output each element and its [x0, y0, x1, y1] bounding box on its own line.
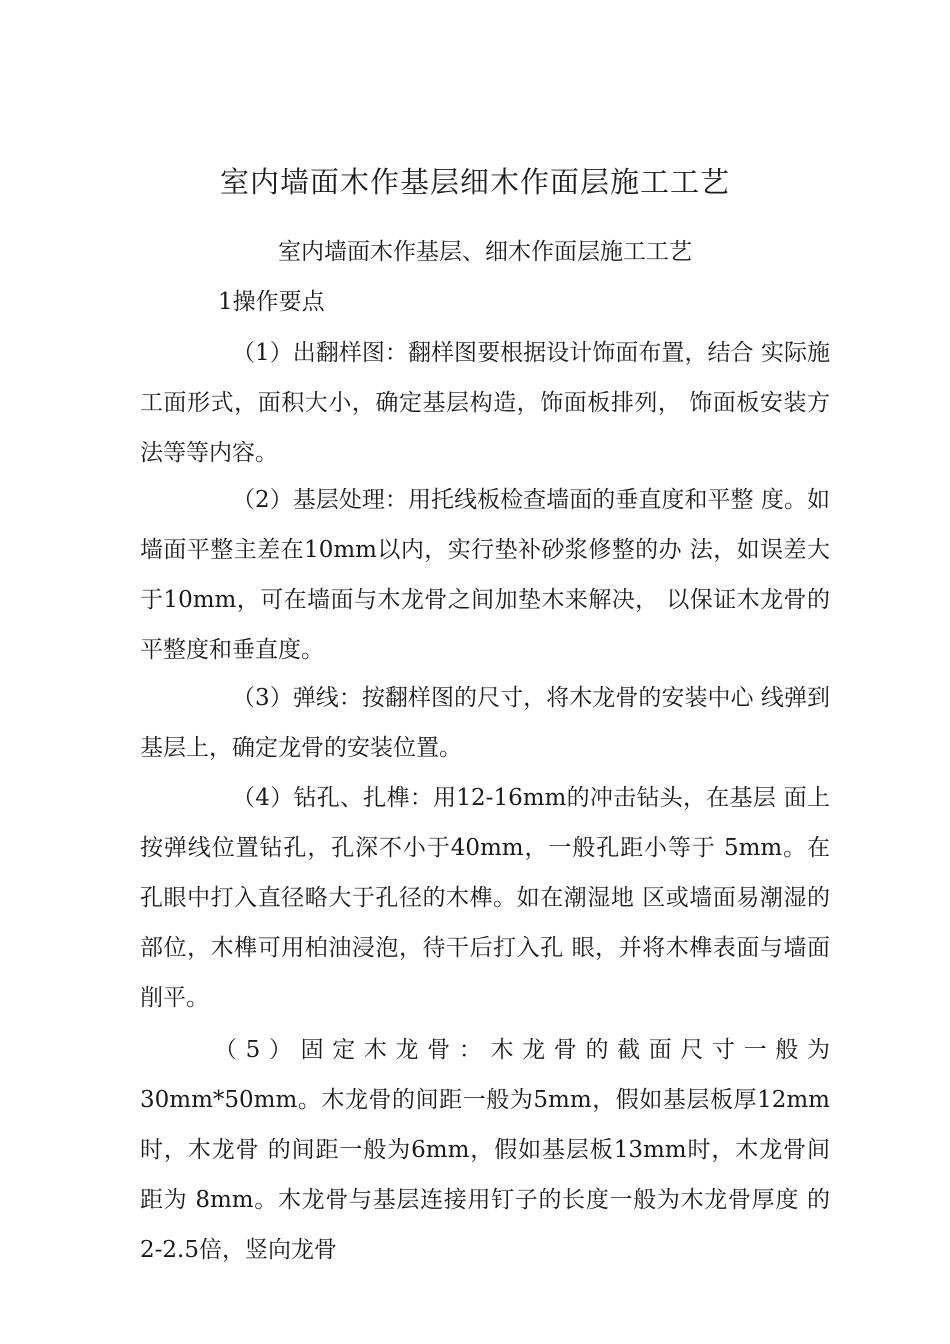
paragraph-drilling-plugs: （4）钻孔、扎榫：用12-16mm的冲击钻头，在基层 面上按弹线位置钻孔，孔深不小于40mm，一般孔距小等于 5mm。在孔眼中打入直径略大于孔径的木榫。如在潮湿地 区或墙面易潮湿的部位，木榫可用柏油浸泡，待干后打入孔 眼，并将木榫表面与墙面削平。	[140, 785, 830, 1011]
paragraph-base-treatment: （2）基层处理：用托线板检查墙面的垂直度和平整 度。如墙面平整主差在10mm以内，实行垫补砂浆修整的办 法，如误差大于10mm，可在墙面与木龙骨之间加垫木来解决， 以保证木龙骨的平整度和垂直度。	[140, 487, 830, 663]
section-heading: 1操作要点	[218, 289, 325, 315]
paragraph-layout-drawing: （1）出翻样图：翻样图要根据设计饰面布置，结合 实际施工面形式，面积大小，确定基层构造，饰面板排列， 饰面板安装方法等等内容。	[140, 340, 830, 466]
page-title: 室内墙面木作基层细木作面层施工工艺	[219, 165, 730, 199]
paragraph-line-marking: （3）弹线：按翻样图的尺寸，将木龙骨的安装中心 线弹到基层上，确定龙骨的安装位置。	[140, 685, 830, 761]
paragraph-fix-keels: （5）固定木龙骨：木龙骨的截面尺寸一般为30mm*50mm。木龙骨的间距一般为5mm，假如基层板厚12mm时，木龙骨 的间距一般为6mm，假如基层板13mm时，木龙骨间距为 8mm。木龙骨与基层连接用钉子的长度一般为木龙骨厚度 的2-2.5倍，竖向龙骨	[140, 1037, 830, 1263]
document-subtitle: 室内墙面木作基层、细木作面层施工工艺	[278, 239, 692, 265]
